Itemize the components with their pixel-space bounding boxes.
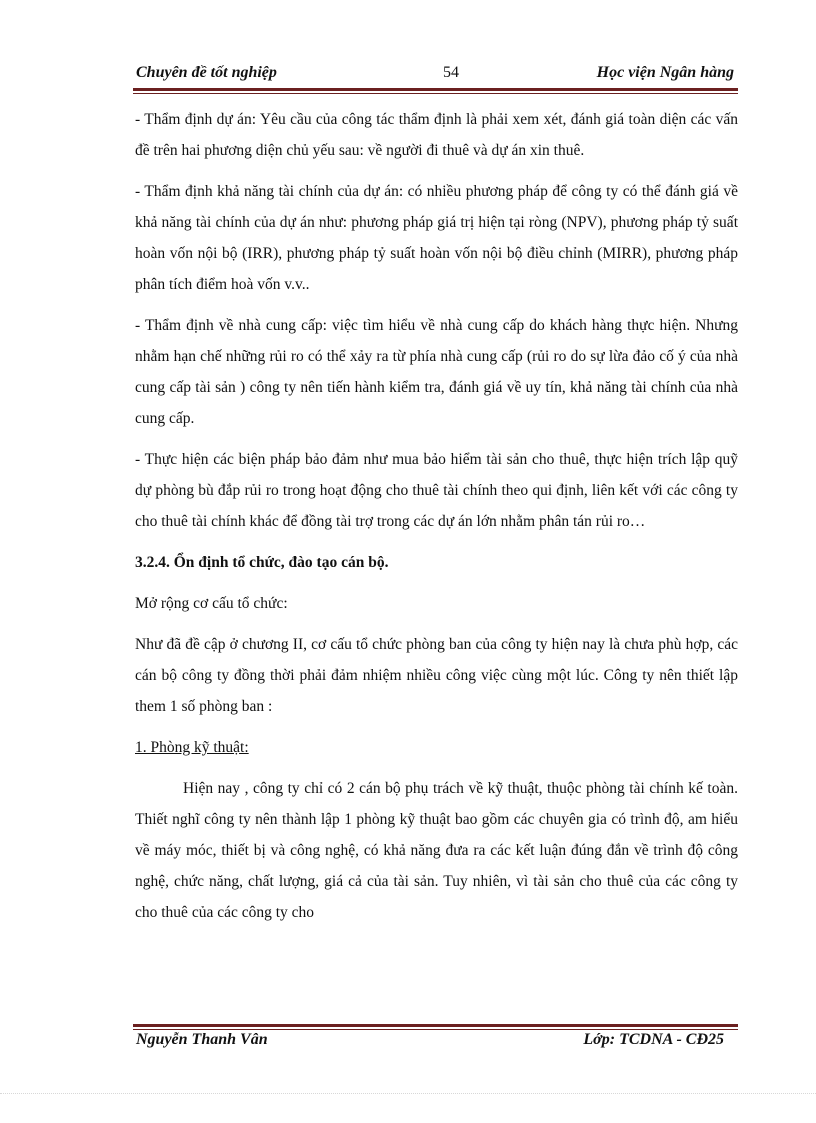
- footer-class: Lớp: TCDNA - CĐ25: [583, 1031, 724, 1048]
- paragraph-project-appraisal: - Thẩm định dự án: Yêu cầu của công tác thẩm định là phải xem xét, đánh giá toàn diện các vấn đề trên hai phương diện chủ yếu sau: về người đi thuê và dự án xin thuê.: [135, 111, 738, 159]
- subheading-technical-dept: 1. Phòng kỹ thuật:: [135, 739, 249, 756]
- paragraph-supplier-appraisal: - Thẩm định về nhà cung cấp: việc tìm hiểu về nhà cung cấp do khách hàng thực hiện. Nhưng nhằm hạn chế những rủi ro có thể xảy ra từ phía nhà cung cấp (rủi ro do sự lừa đảo cố ý của nhà cung cấp tài sản ) công ty nên tiến hành kiểm tra, đánh giá về uy tín, khả năng tài chính của nhà cung cấp.: [135, 317, 738, 427]
- page-body: [135, 104, 738, 928]
- footer-rule: [133, 1024, 738, 1030]
- header-title: Chuyên đề tốt nghiệp: [136, 64, 277, 81]
- paragraph-financial-appraisal: - Thẩm định khả năng tài chính của dự án: có nhiều phương pháp để công ty có thể đánh giá về khả năng tài chính của dự án như: phương pháp giá trị hiện tại ròng (NPV), phương pháp tỷ suất hoàn vốn nội bộ (IRR), phương pháp tỷ suất hoàn vốn nội bộ điều chỉnh (MIRR), phương pháp phân tích điểm hoà vốn v.v..: [135, 183, 738, 293]
- paragraph-expand-structure: Mở rộng cơ cấu tổ chức:: [135, 595, 288, 612]
- page-bottom-border: [0, 1093, 816, 1094]
- section-heading: 3.2.4. Ổn định tổ chức, đào tạo cán bộ.: [135, 554, 389, 571]
- header-institution: Học viện Ngân hàng: [596, 64, 734, 81]
- paragraph-safeguard-measures: - Thực hiện các biện pháp bảo đảm như mua bảo hiểm tài sản cho thuê, thực hiện trích lập quỹ dự phòng bù đắp rủi ro trong hoạt động cho thuê tài chính theo qui định, liên kết với các công ty cho thuê tài chính khác để đồng tài trợ trong các dự án lớn nhằm phân tán rủi ro…: [135, 451, 738, 530]
- header-rule: [133, 88, 738, 94]
- page-footer: [133, 1031, 736, 1053]
- page-number: 54: [443, 64, 459, 81]
- paragraph-chapter-reference: Như đã đề cập ở chương II, cơ cấu tổ chức phòng ban của công ty hiện nay là chưa phù hợp, các cán bộ công ty đồng thời phải đảm nhiệm nhiều công việc cùng một lúc. Công ty nên thiết lập them 1 số phòng ban :: [135, 636, 738, 715]
- page-header: [133, 64, 736, 86]
- paragraph-technical-dept: Hiện nay , công ty chỉ có 2 cán bộ phụ trách về kỹ thuật, thuộc phòng tài chính kế toàn. Thiết nghĩ công ty nên thành lập 1 phòng kỹ thuật bao gồm các chuyên gia có trình độ, am hiểu về máy móc, thiết bị và công nghệ, có khả năng đưa ra các kết luận đúng đắn về trình độ công nghệ, chức năng, chất lượng, giá cả của tài sản. Tuy nhiên, vì tài sản cho thuê của các công ty cho thuê của các công ty cho: [135, 780, 738, 921]
- footer-author: Nguyễn Thanh Vân: [136, 1031, 268, 1048]
